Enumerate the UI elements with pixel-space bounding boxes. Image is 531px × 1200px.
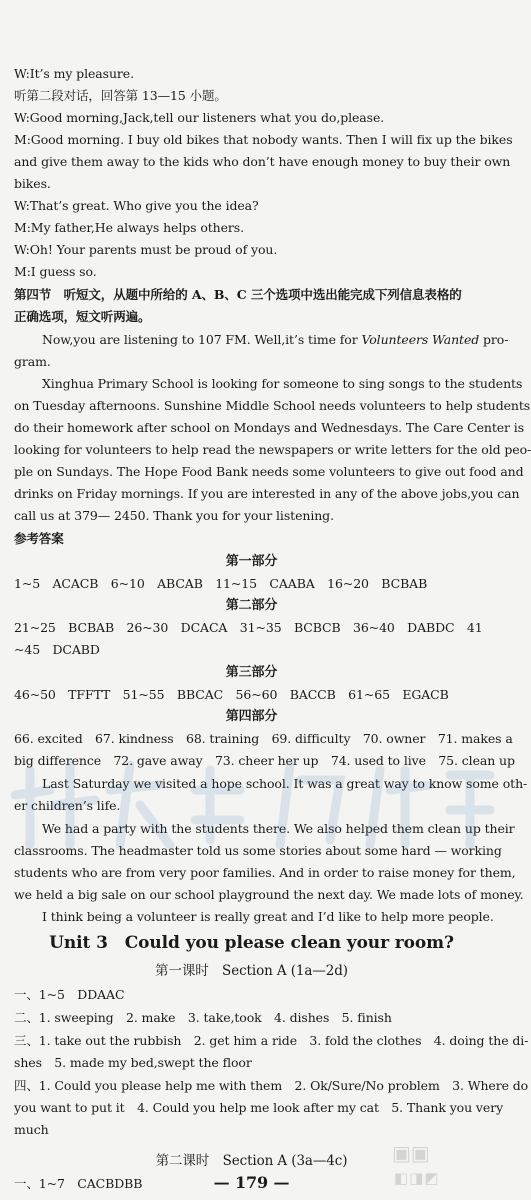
dialogue-line: W:It’s my pleasure. xyxy=(14,66,134,81)
watermark-logo xyxy=(380,1135,498,1195)
lesson-title: 第一课时 Section A (1a—2d) xyxy=(155,963,348,979)
passage-line: looking for volunteers to help read the newspapers or write letters for the old peo- xyxy=(14,442,531,457)
answer-line: you want to put it 4. Could you help me look after my cat 5. Thank you very xyxy=(14,1100,504,1115)
section-heading: 第四节 听短文，从题中所给的 A、B、C 三个选项中选出能完成下列信息表格的 xyxy=(14,287,462,302)
part-title: 第一部分 xyxy=(225,554,278,569)
answer-line: 一、1~7 CACBDBB xyxy=(14,1176,143,1191)
section-heading: 正确选项，短文听两遍。 xyxy=(14,309,151,324)
program-name: Volunteers Wanted xyxy=(361,332,480,347)
dialogue-line: W:Good morning,Jack,tell our listeners what you do,please. xyxy=(14,110,385,125)
answer-line: 1~5 ACACB 6~10 ABCAB 11~15 CAABA 16~20 BCBAB xyxy=(14,576,428,591)
passage-line: on Tuesday afternoons. Sunshine Middle School needs volunteers to help students xyxy=(14,398,531,413)
passage-line xyxy=(42,329,509,351)
essay-line: We had a party with the students there. We also helped them clean up their xyxy=(42,821,515,836)
answers-title: 参考答案 xyxy=(14,531,64,546)
passage-line: gram. xyxy=(14,354,51,369)
part-title: 第三部分 xyxy=(225,665,278,680)
dialogue-line: M:My father,He always helps others. xyxy=(14,220,244,235)
passage-text: Now,you are listening to 107 FM. Well,it’s time for xyxy=(42,332,362,347)
essay-line: er children’s life. xyxy=(14,798,121,813)
essay-line: classrooms. The headmaster told us some stories about some hard — working xyxy=(14,843,502,858)
part-title: 第四部分 xyxy=(225,709,278,724)
dialogue-line: W:That’s great. Who give you the idea? xyxy=(14,198,259,213)
essay-line: students who are from very poor families. And in order to raise money for them, xyxy=(14,865,516,880)
page-number: — 179 — xyxy=(213,1173,290,1192)
passage-line: ple on Sundays. The Hope Food Bank needs some volunteers to give out food and xyxy=(14,464,524,479)
part-title: 第二部分 xyxy=(225,598,278,613)
watermark-logo-mark: ▣▣ xyxy=(392,1141,430,1165)
instruction-line: 听第二段对话，回答第 13—15 小题。 xyxy=(14,88,227,103)
passage-line: call us at 379— 2450. Thank you for your listening. xyxy=(14,508,334,523)
passage-line: Xinghua Primary School is looking for someone to sing songs to the students xyxy=(42,376,523,391)
essay-line: I think being a volunteer is really great and I’d like to help more people. xyxy=(42,909,494,924)
dialogue-line: and give them away to the kids who don’t have enough money to buy their own xyxy=(14,154,511,169)
passage-line: drinks on Friday mornings. If you are interested in any of the above jobs,you can xyxy=(14,486,520,501)
passage-line: do their homework after school on Mondays and Wednesdays. The Care Center is xyxy=(14,420,525,435)
watermark-logo-mark: ◧◨◩ xyxy=(394,1169,440,1187)
lesson-title: 第二课时 Section A (3a—4c) xyxy=(155,1153,348,1169)
answer-line: 21~25 BCBAB 26~30 DCACA 31~35 BCBCB 36~40 DABDC 41 xyxy=(14,620,483,635)
answer-line: ~45 DCABD xyxy=(14,642,100,657)
answer-line: big difference 72. gave away 73. cheer her up 74. used to live 75. clean up xyxy=(14,753,515,768)
dialogue-line: M:I guess so. xyxy=(14,264,97,279)
answer-line: 四、1. Could you please help me with them 2. Ok/Sure/No problem 3. Where do xyxy=(14,1078,529,1093)
answer-line: 三、1. take out the rubbish 2. get him a ride 3. fold the clothes 4. doing the di- xyxy=(14,1033,529,1048)
answer-line: 66. excited 67. kindness 68. training 69. difficulty 70. owner 71. makes a xyxy=(14,731,513,746)
essay-line: we held a big sale on our school playground the next day. We made lots of money. xyxy=(14,887,524,902)
passage-text: pro- xyxy=(479,332,509,347)
answer-line: 二、1. sweeping 2. make 3. take,took 4. dishes 5. finish xyxy=(14,1010,392,1025)
answer-line: much xyxy=(14,1122,49,1137)
answer-line: 一、1~5 DDAAC xyxy=(14,987,125,1002)
dialogue-line: W:Oh! Your parents must be proud of you. xyxy=(14,242,278,257)
dialogue-line: bikes. xyxy=(14,176,51,191)
answer-line: 46~50 TFFTT 51~55 BBCAC 56~60 BACCB 61~65 EGACB xyxy=(14,687,449,702)
unit-title: Unit 3 Could you please clean your room? xyxy=(49,933,454,953)
essay-line: Last Saturday we visited a hope school. It was a great way to know some oth- xyxy=(42,776,528,791)
answer-line: shes 5. made my bed,swept the floor xyxy=(14,1055,252,1070)
dialogue-line: M:Good morning. I buy old bikes that nobody wants. Then I will fix up the bikes xyxy=(14,132,513,147)
